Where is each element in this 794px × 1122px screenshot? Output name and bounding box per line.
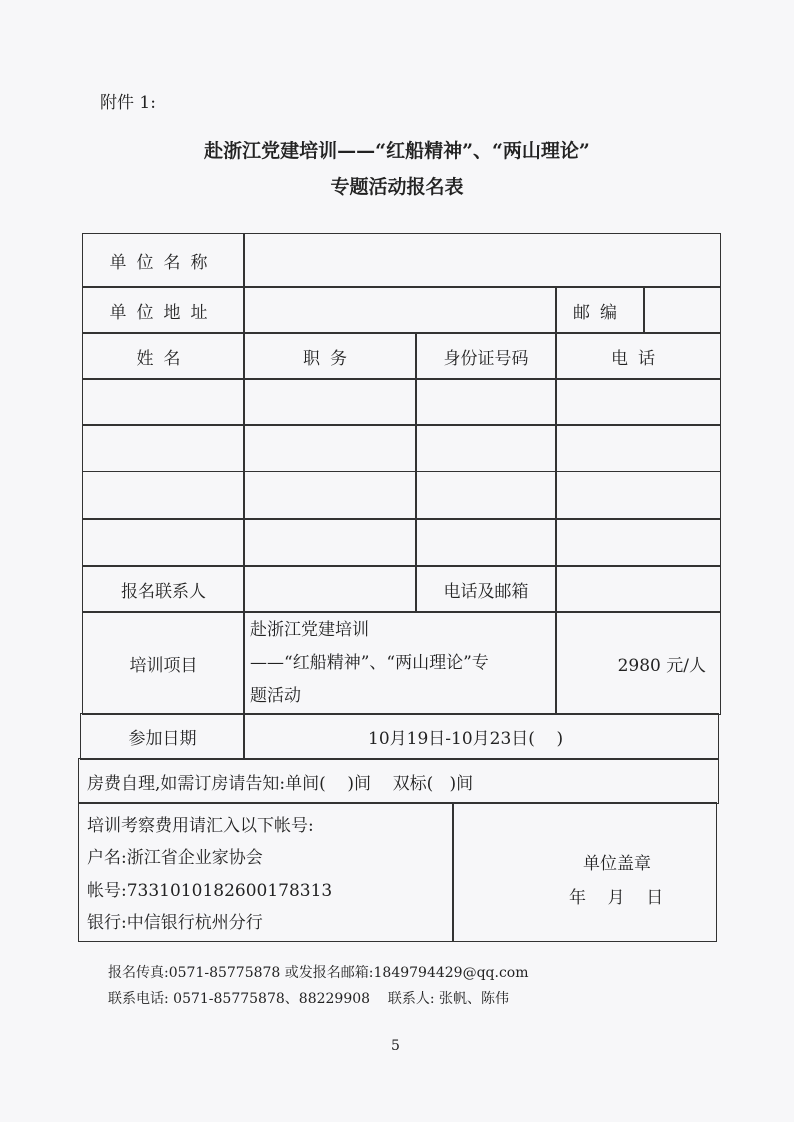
unit-address-field[interactable] xyxy=(243,286,557,334)
seal-label: 单位盖章 xyxy=(583,854,651,874)
table-cell[interactable] xyxy=(82,378,245,426)
footer-phone: 联系电话: 0571-85775878、88229908 联系人: 张帆、陈伟 xyxy=(108,991,510,1007)
table-cell[interactable] xyxy=(415,378,557,426)
phone-email-label: 电话及邮箱 xyxy=(415,565,557,613)
sign-date: 年 月 日 xyxy=(569,888,664,908)
training-item-label: 培训项目 xyxy=(82,611,245,715)
header-name: 姓名 xyxy=(82,332,245,380)
table-cell[interactable] xyxy=(415,471,557,520)
unit-address-label: 单位地址 xyxy=(82,286,245,334)
training-item-line: 赴浙江党建培训 xyxy=(250,619,369,640)
footer-fax: 报名传真:0571-85775878 或发报名邮箱:1849794429@qq.com xyxy=(108,965,529,981)
table-cell[interactable] xyxy=(415,424,557,472)
table-cell[interactable] xyxy=(82,424,245,472)
unit-name-label: 单位名称 xyxy=(82,233,245,288)
attachment-label: 附件 1: xyxy=(100,93,156,113)
account-intro: 培训考察费用请汇入以下帐号: xyxy=(87,815,314,836)
table-cell[interactable] xyxy=(555,424,721,472)
bank-account-info xyxy=(78,802,454,942)
unit-name-field[interactable] xyxy=(243,233,721,288)
date-label: 参加日期 xyxy=(80,713,245,760)
price: 2980 元/人 xyxy=(555,611,721,715)
postcode-label: 邮编 xyxy=(555,286,645,334)
table-cell[interactable] xyxy=(555,471,721,520)
page-title: 赴浙江党建培训——“红船精神”、“两山理论” xyxy=(204,140,590,162)
table-cell[interactable] xyxy=(243,471,417,520)
table-cell[interactable] xyxy=(555,518,721,567)
contact-person-field[interactable] xyxy=(243,565,417,613)
phone-email-field[interactable] xyxy=(555,565,721,613)
table-cell[interactable] xyxy=(82,471,245,520)
table-cell[interactable] xyxy=(415,518,557,567)
postcode-field[interactable] xyxy=(643,286,721,334)
header-phone: 电话 xyxy=(555,332,721,380)
account-number: 帐号:7331010182600178313 xyxy=(87,880,333,901)
room-booking[interactable]: 房费自理,如需订房请告知:单间( )间 双标( )间 xyxy=(78,758,719,804)
bank-name: 银行:中信银行杭州分行 xyxy=(87,913,263,934)
seal-area[interactable] xyxy=(452,802,717,942)
date-value[interactable]: 10月19日-10月23日( ) xyxy=(243,713,719,760)
training-item-line: 题活动 xyxy=(250,685,301,706)
training-item-value xyxy=(243,611,557,715)
table-cell[interactable] xyxy=(555,378,721,426)
training-item-line: ——“红船精神”、“两山理论”专 xyxy=(250,652,489,673)
header-position: 职务 xyxy=(243,332,417,380)
page-number: 5 xyxy=(391,1038,400,1054)
contact-person-label: 报名联系人 xyxy=(82,565,245,613)
page-subtitle: 专题活动报名表 xyxy=(330,176,464,198)
table-cell[interactable] xyxy=(243,378,417,426)
table-cell[interactable] xyxy=(243,518,417,567)
table-cell[interactable] xyxy=(243,424,417,472)
header-id-number: 身份证号码 xyxy=(415,332,557,380)
account-name: 户名:浙江省企业家协会 xyxy=(87,848,263,869)
table-cell[interactable] xyxy=(82,518,245,567)
